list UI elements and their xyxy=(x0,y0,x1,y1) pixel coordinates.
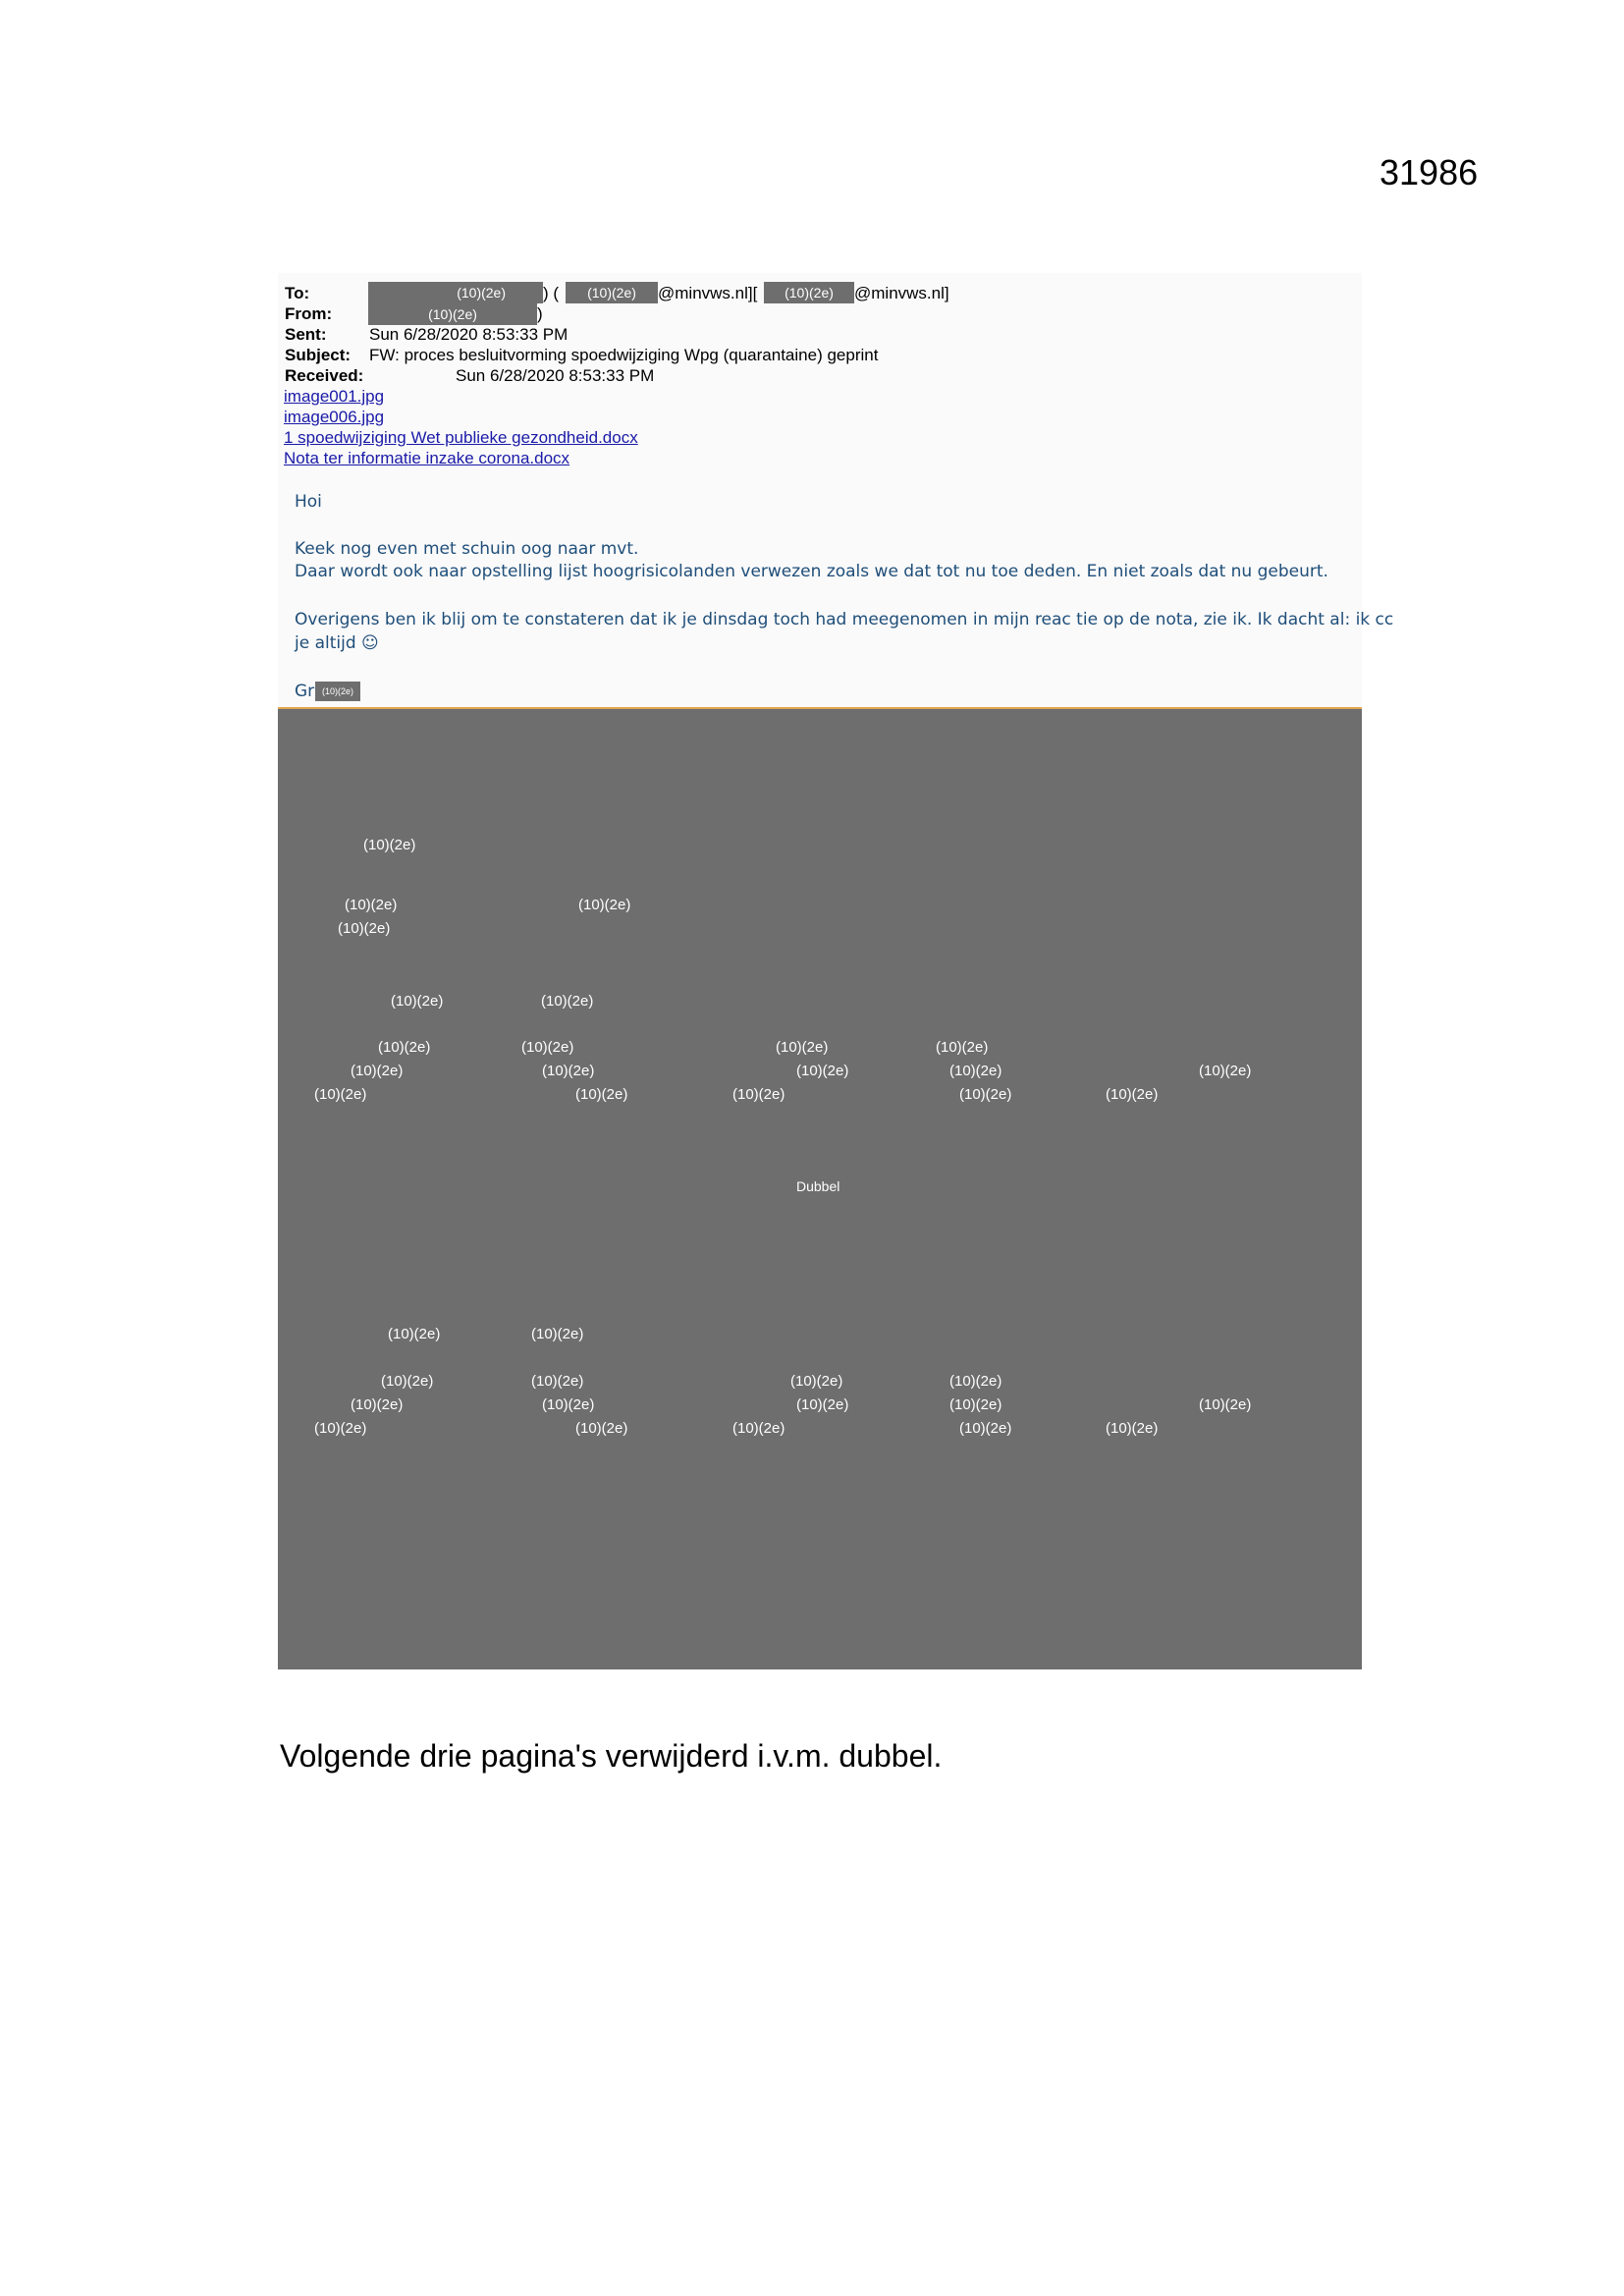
redaction-label: (10)(2e) xyxy=(338,920,391,937)
attachment-link[interactable]: image006.jpg xyxy=(284,408,385,426)
redaction-label: (10)(2e) xyxy=(1106,1086,1159,1103)
redaction-label: (10)(2e) xyxy=(345,897,398,913)
redaction-label: (10)(2e) xyxy=(949,1063,1002,1079)
email-greeting: Hoi xyxy=(295,492,322,512)
redaction-label: (10)(2e) xyxy=(391,993,444,1010)
attachment-link[interactable]: Nota ter informatie inzake corona.docx xyxy=(284,449,570,467)
redaction-box: (10)(2e) xyxy=(368,303,537,325)
email-body-line: Keek nog even met schuin oog naar mvt. xyxy=(295,539,639,559)
redaction-label: (10)(2e) xyxy=(796,1063,849,1079)
redaction-label: (10)(2e) xyxy=(732,1420,785,1437)
received-label: Received: xyxy=(285,366,364,385)
to-label: To: xyxy=(285,284,310,302)
redaction-label: (10)(2e) xyxy=(936,1039,989,1056)
redaction-label: (10)(2e) xyxy=(949,1396,1002,1413)
redaction-label: (10)(2e) xyxy=(732,1086,785,1103)
sent-label: Sent: xyxy=(285,325,327,344)
subject-value: FW: proces besluitvorming spoedwijziging Wpg (quarantaine) geprint xyxy=(369,346,879,364)
redaction-label: (10)(2e) xyxy=(578,897,631,913)
redaction-label: (10)(2e) xyxy=(1106,1420,1159,1437)
redaction-label: (10)(2e) xyxy=(521,1039,574,1056)
redaction-label: (10)(2e) xyxy=(351,1063,404,1079)
redaction-label: (10)(2e) xyxy=(541,993,594,1010)
email-body-line: je altijd ☺ xyxy=(295,633,379,653)
footer-note: Volgende drie pagina's verwijderd i.v.m. dubbel. xyxy=(280,1738,943,1774)
redaction-label: (10)(2e) xyxy=(1199,1063,1252,1079)
redaction-label: (10)(2e) xyxy=(1199,1396,1252,1413)
redaction-label: (10)(2e) xyxy=(542,1063,595,1079)
redaction-label: (10)(2e) xyxy=(351,1396,404,1413)
redaction-box: (10)(2e) xyxy=(566,282,658,303)
redaction-box: (10)(2e) xyxy=(368,282,543,303)
redaction-label: (10)(2e) xyxy=(575,1086,628,1103)
page-number: 31986 xyxy=(1380,152,1479,192)
subject-label: Subject: xyxy=(285,346,352,364)
email-body-line: Daar wordt ook naar opstelling lijst hoogrisicolanden verwezen zoals we dat tot nu toe deden. En niet zoals dat nu gebeurt. xyxy=(295,562,1328,581)
redaction-label: (10)(2e) xyxy=(790,1373,843,1390)
email-body-line: Overigens ben ik blij om te constateren dat ik je dinsdag toch had meegenomen in mijn reac tie op de nota, zie ik. Ik dacht al: ik cc xyxy=(295,610,1394,629)
redaction-label: (10)(2e) xyxy=(314,1420,367,1437)
dubbel-label: Dubbel xyxy=(796,1178,840,1194)
redaction-label: (10)(2e) xyxy=(959,1086,1012,1103)
attachment-link[interactable]: image001.jpg xyxy=(284,387,385,406)
redaction-label: (10)(2e) xyxy=(378,1039,431,1056)
redaction-label: (10)(2e) xyxy=(531,1373,584,1390)
redaction-label: (10)(2e) xyxy=(796,1396,849,1413)
redaction-label: (10)(2e) xyxy=(776,1039,829,1056)
redaction-label: (10)(2e) xyxy=(575,1420,628,1437)
redaction-label: (10)(2e) xyxy=(363,837,416,853)
redaction-box: (10)(2e) xyxy=(764,282,854,303)
redaction-label: (10)(2e) xyxy=(949,1373,1002,1390)
received-value: Sun 6/28/2020 8:53:33 PM xyxy=(456,366,655,385)
redaction-box: (10)(2e) xyxy=(315,682,360,701)
redaction-label: (10)(2e) xyxy=(959,1420,1012,1437)
to-domain: @minvws.nl][ xyxy=(658,284,758,302)
redaction-label: (10)(2e) xyxy=(314,1086,367,1103)
email-signoff: Gr xyxy=(295,682,315,701)
sent-value: Sun 6/28/2020 8:53:33 PM xyxy=(369,325,568,344)
from-suffix: ) xyxy=(537,304,543,323)
redaction-label: (10)(2e) xyxy=(388,1326,441,1342)
to-domain: @minvws.nl] xyxy=(854,284,949,302)
redaction-label: (10)(2e) xyxy=(531,1326,584,1342)
from-label: From: xyxy=(285,304,333,323)
attachment-link[interactable]: 1 spoedwijziging Wet publieke gezondheid.docx xyxy=(284,428,638,447)
redaction-label: (10)(2e) xyxy=(542,1396,595,1413)
to-separator: ) ( xyxy=(543,284,560,302)
redaction-label: (10)(2e) xyxy=(381,1373,434,1390)
